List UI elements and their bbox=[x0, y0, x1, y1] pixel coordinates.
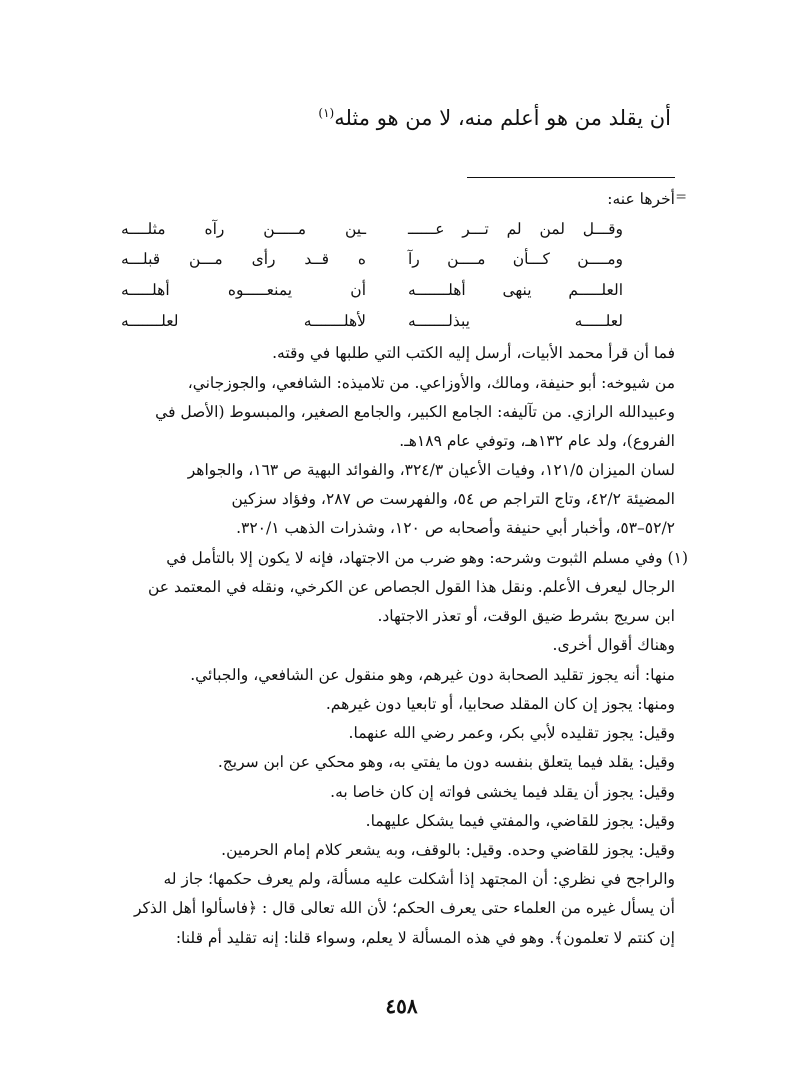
footnote-line: المضيئة ٤٢/٢، وتاج التراجم ص ٥٤، والفهرست ص ٢٨٧، وفؤاد سزكين bbox=[231, 490, 675, 508]
footnote-1-line: وقيل: يقلد فيما يتعلق بنفسه دون ما يفتي به، وهو محكي عن ابن سريج. bbox=[217, 753, 675, 771]
footnote-1-line: ابن سريج بشرط ضيق الوقت، أو تعذر الاجتهاد. bbox=[377, 607, 675, 625]
verse-second-half: أن يمنعـــــوه أهلـــــه bbox=[121, 281, 366, 299]
footnote-1-line: والراجح في نظري: أن المجتهد إذا أشكلت عليه مسألة، ولم يعرف حكمها؛ جاز له bbox=[163, 870, 675, 888]
footnote-1-line: وقيل: يجوز للقاضي، والمفتي فيما يشكل عليهما. bbox=[365, 812, 675, 830]
footnote-line: من شيوخه: أبو حنيفة، ومالك، والأوزاعي. من تلاميذه: الشافعي، والجوزجاني، bbox=[187, 374, 675, 392]
page-number: ٤٥٨ bbox=[385, 994, 418, 1018]
footnote-marker: (١) bbox=[318, 106, 335, 120]
verse-second-half: ـين مـــــن رآه مثلــــه bbox=[121, 220, 366, 238]
footnote-line: الفروع)، ولد عام ١٣٢هـ، وتوفي عام ١٨٩هـ. bbox=[399, 432, 675, 450]
footnote-separator bbox=[467, 177, 675, 178]
verse-first-half: وقـــل لمن لم تـــر عــــــ bbox=[408, 220, 623, 238]
continuation-mark: = bbox=[675, 189, 687, 205]
footnote-line: فما أن قرأ محمد الأبيات، أرسل إليه الكتب التي طلبها في وقته. bbox=[272, 344, 675, 362]
footnote-1-line: الرجال ليعرف الأعلم. ونقل هذا القول الجصاص عن الكرخي، ونقله في المعتمد عن bbox=[148, 578, 675, 596]
footnote-line: ٥٢/٢–٥٣، وأخبار أبي حنيفة وأصحابه ص ١٢٠، وشذرات الذهب ٣٢٠/١. bbox=[236, 519, 675, 537]
footnote-1-line: وقيل: يجوز للقاضي وحده. وقيل: بالوقف، وبه يشعر كلام إمام الحرمين. bbox=[221, 841, 675, 859]
footnote-1-line: أن يسأل غيره من العلماء حتى يعرف الحكم؛ لأن الله تعالى قال : ﴿فاسألوا أهل الذكر bbox=[133, 899, 675, 917]
verse-first-half: لعلـــــه يبذلـــــــه bbox=[408, 312, 623, 330]
footnote-1-line: (١) وفي مسلم الثبوت وشرحه: وهو ضرب من الاجتهاد، فإنه لا يكون إلا بالتأمل في bbox=[166, 549, 688, 567]
footnote-1-line: ومنها: يجوز إن كان المقلد صحابيا، أو تابعيا دون غيرهم. bbox=[325, 695, 675, 713]
footnote-line: وعبيدالله الرازي. من تآليفه: الجامع الكبير، والجامع الصغير، والمبسوط (الأصل في bbox=[155, 403, 675, 421]
verse-first-half: ومــــن كـــأن مــــن رآ bbox=[408, 250, 623, 268]
main-text-line bbox=[120, 96, 671, 135]
footnote-line: لسان الميزان ١٢١/٥، وفيات الأعيان ٣٢٤/٣، والفوائد البهية ص ١٦٣، والجواهر bbox=[187, 461, 675, 479]
verse-first-half: العلـــــم ينهى أهلـــــــه bbox=[408, 281, 623, 299]
main-text: أن يقلد من هو أعلم منه، لا من هو مثله bbox=[334, 106, 671, 130]
footnote-1-line: وهناك أقوال أخرى. bbox=[552, 636, 675, 654]
footnote-1-line: وقيل: يجوز أن يقلد فيما يخشى فواته إن كان خاصا به. bbox=[330, 783, 675, 801]
footnote-line: أخرها عنه: bbox=[607, 190, 675, 208]
footnote-1-line: منها: أنه يجوز تقليد الصحابة دون غيرهم، وهو منقول عن الشافعي، والجبائي. bbox=[190, 666, 675, 684]
verse-second-half: ه قــد رأى مـــن قبلـــه bbox=[121, 250, 366, 268]
verse-second-half: لأهلـــــــه لعلـــــــه bbox=[121, 312, 366, 330]
footnote-1-line: وقيل: يجوز تقليده لأبي بكر، وعمر رضي الله عنهما. bbox=[348, 724, 675, 742]
footnote-1-line: إن كنتم لا تعلمون﴾. وهو في هذه المسألة لا يعلم، وسواء قلنا: إنه تقليد أم قلنا: bbox=[175, 929, 675, 947]
